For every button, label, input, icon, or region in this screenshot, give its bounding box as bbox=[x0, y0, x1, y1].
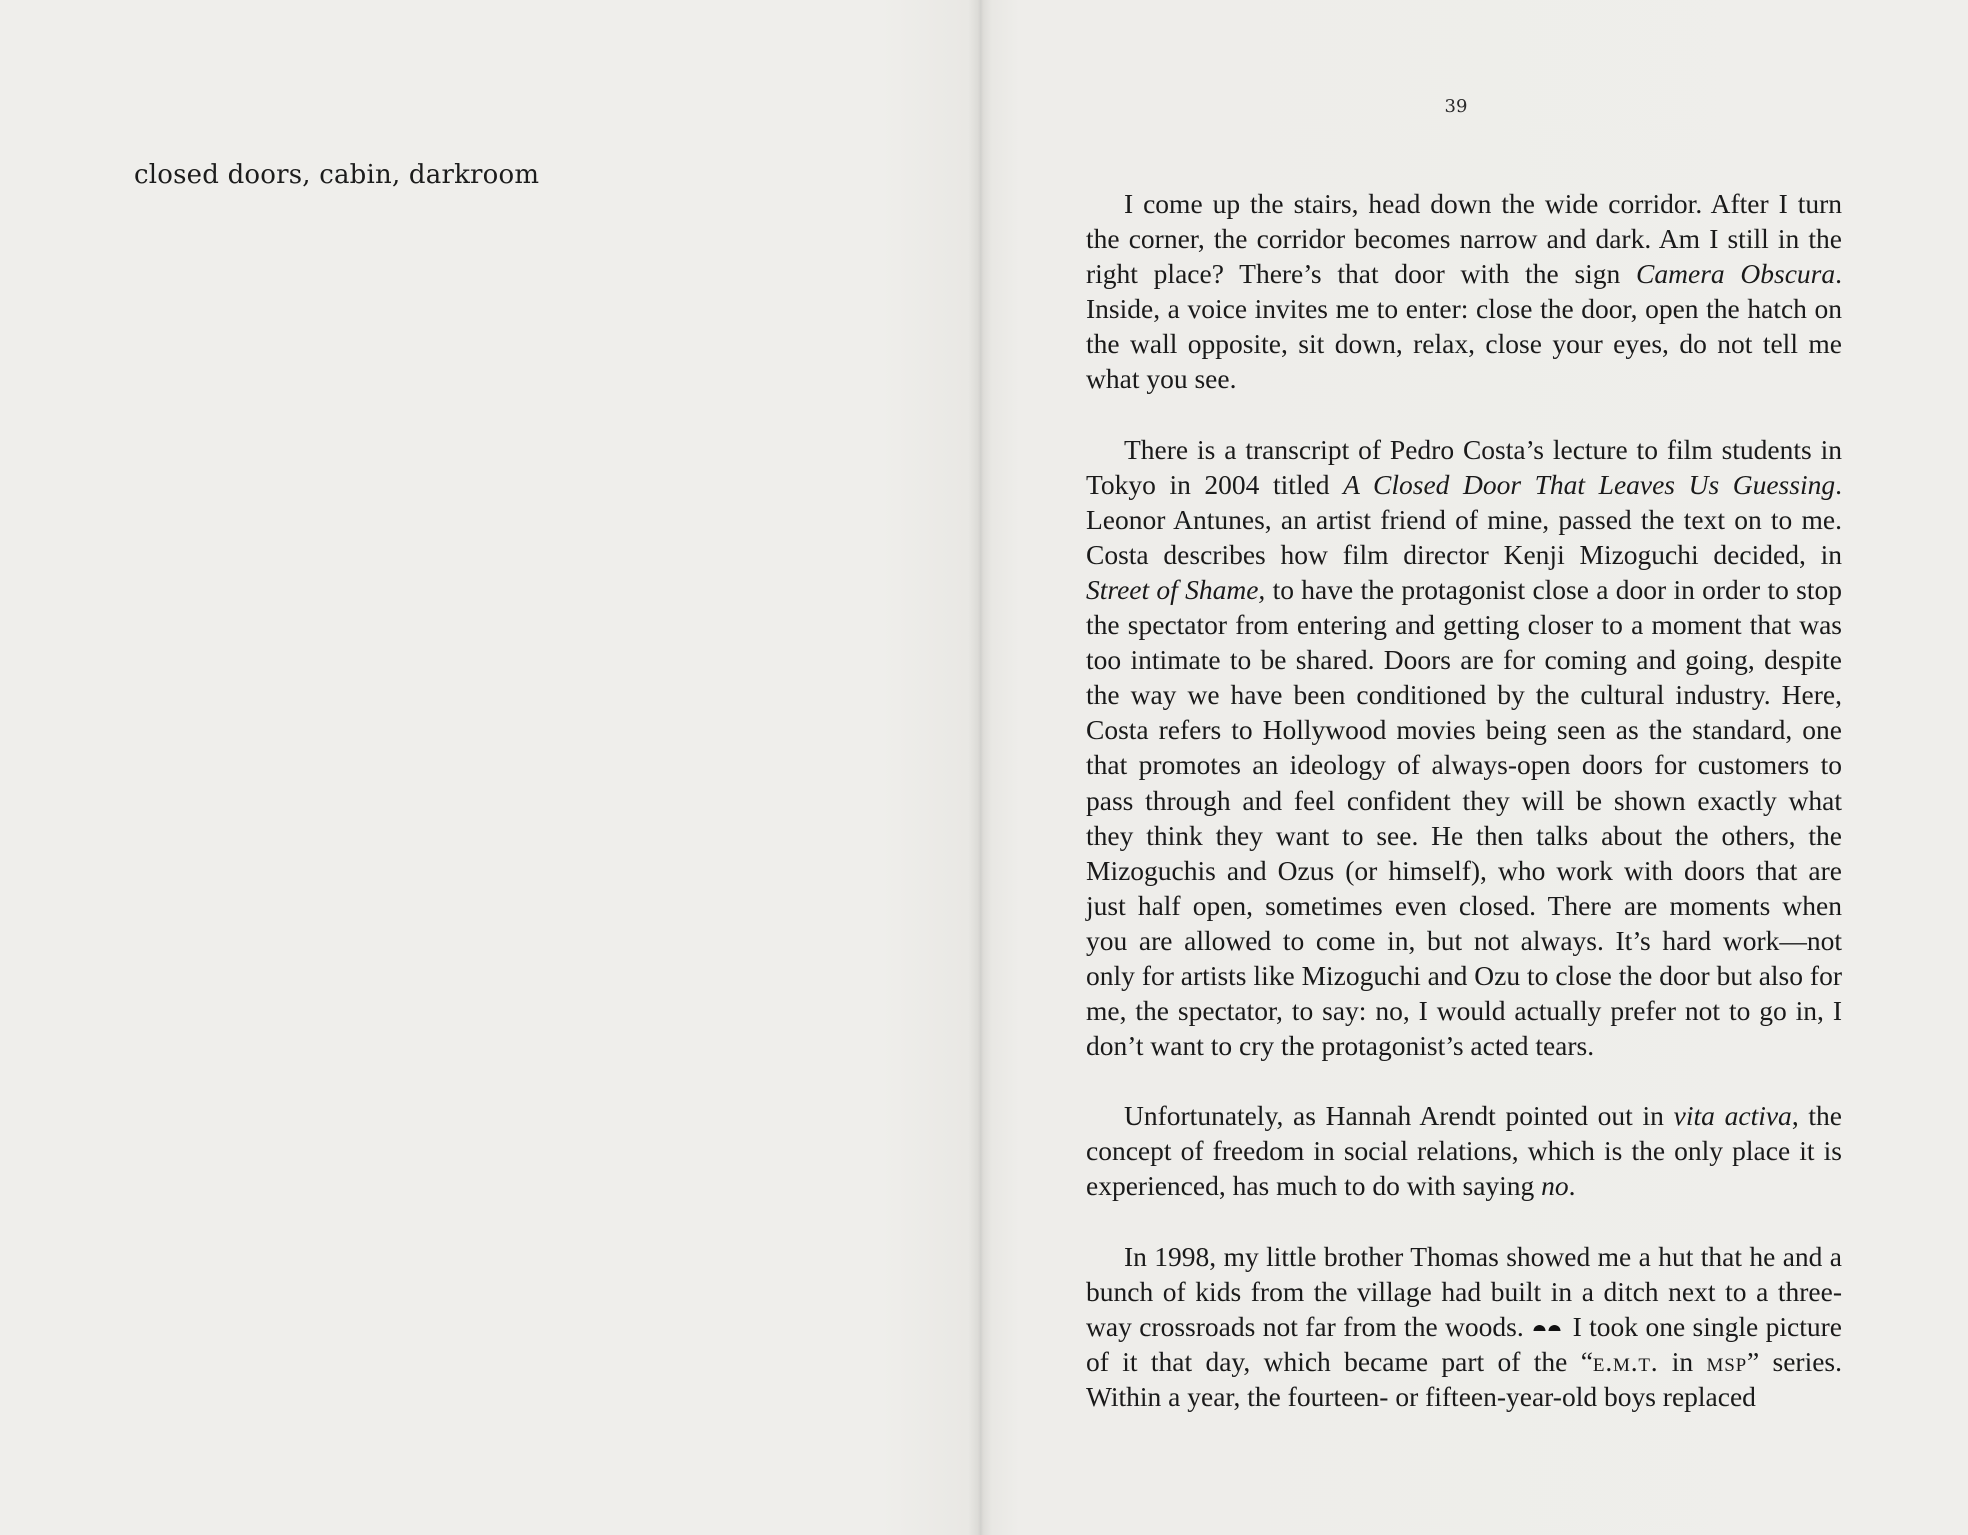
paragraph-4-text-mid: I took one single picture of it that day, which became part of the “ bbox=[1086, 1310, 1843, 1377]
paragraph-2-italic-lecture-title: A Closed Door That Leaves Us Guessing bbox=[1343, 468, 1836, 500]
paragraph-4-text-end: ” series. Within a year, the fourteen- or fifteen-year-old boys replaced bbox=[1086, 1345, 1843, 1412]
paragraph-4 bbox=[1086, 1239, 1842, 1414]
paragraph-1-italic-title: Camera Obscura bbox=[1636, 258, 1836, 290]
left-page bbox=[0, 0, 980, 1535]
series-abbreviation-msp: msp bbox=[1706, 1345, 1747, 1377]
paragraph-3-italic-no: no bbox=[1541, 1170, 1569, 1202]
paragraph-3-text-mid: , the concept of freedom in social relations, which is the only place it is experienced, has much to do with saying bbox=[1086, 1100, 1842, 1202]
paragraph-3-text: Unfortunately, as Hannah Arendt pointed out in bbox=[1124, 1100, 1674, 1132]
section-title: closed doors, cabin, darkroom bbox=[134, 160, 540, 190]
paragraph-4-text-in: in bbox=[1658, 1345, 1707, 1377]
paragraph-2-italic-film-title: Street of Shame, bbox=[1086, 573, 1266, 605]
paragraph-3 bbox=[1086, 1098, 1842, 1203]
paragraph-1 bbox=[1086, 186, 1842, 397]
paragraph-2-text-mid: . Leonor Antunes, an artist friend of mine, passed the text on to me. Costa describes how film director Kenji Mizoguchi decided, in bbox=[1086, 468, 1842, 570]
paragraph-2-text: There is a transcript of Pedro Costa’s lecture to film students in Tokyo in 2004 titled bbox=[1086, 433, 1842, 500]
page-number: 39 bbox=[1444, 96, 1468, 117]
body-text bbox=[1086, 186, 1842, 1414]
paragraph-3-italic-book-title: vita activa bbox=[1673, 1100, 1792, 1132]
paragraph-1-text-end: . Inside, a voice invites me to enter: close the door, open the hatch on the wall opposite, sit down, relax, close your eyes, do not tell me what you see. bbox=[1086, 258, 1842, 395]
book-gutter bbox=[968, 0, 992, 1535]
twin-dome-ornament-icon bbox=[1533, 1320, 1561, 1332]
paragraph-2 bbox=[1086, 432, 1842, 1064]
paragraph-1-text: I come up the stairs, head down the wide corridor. After I turn the corner, the corridor becomes narrow and dark. Am I still in the right place? There’s that door with the sign bbox=[1086, 188, 1842, 290]
paragraph-2-text-end: to have the protagonist close a door in order to stop the spectator from entering and getting closer to a moment that was too intimate to be shared. Doors are for coming and going, despite the way we have been conditioned by the cultural industry. Here, Costa refers to Hollywood movies being seen as the standard, one that promotes an ideology of always-open doors for customers to pass through and feel confident they will be shown exactly what they think they want to see. He then talks about the others, the Mizoguchis and Ozus (or himself), who work with doors that are just half open, sometimes even closed. There are moments when you are allowed to come in, but not always. It’s hard work—not only for artists like Mizoguchi and Ozu to close the door but also for me, the spectator, to say: no, I would actually prefer not to go in, I don’t want to cry the protagonist’s acted tears. bbox=[1086, 573, 1842, 1062]
paragraph-4-text: In 1998, my little brother Thomas showed me a hut that he and a bunch of kids from the village had built in a ditch next to a three-way crossroads not far from the woods. bbox=[1086, 1240, 1842, 1342]
series-abbreviation-emt: e.m.t. bbox=[1592, 1345, 1659, 1377]
paragraph-3-text-end: . bbox=[1568, 1170, 1576, 1202]
